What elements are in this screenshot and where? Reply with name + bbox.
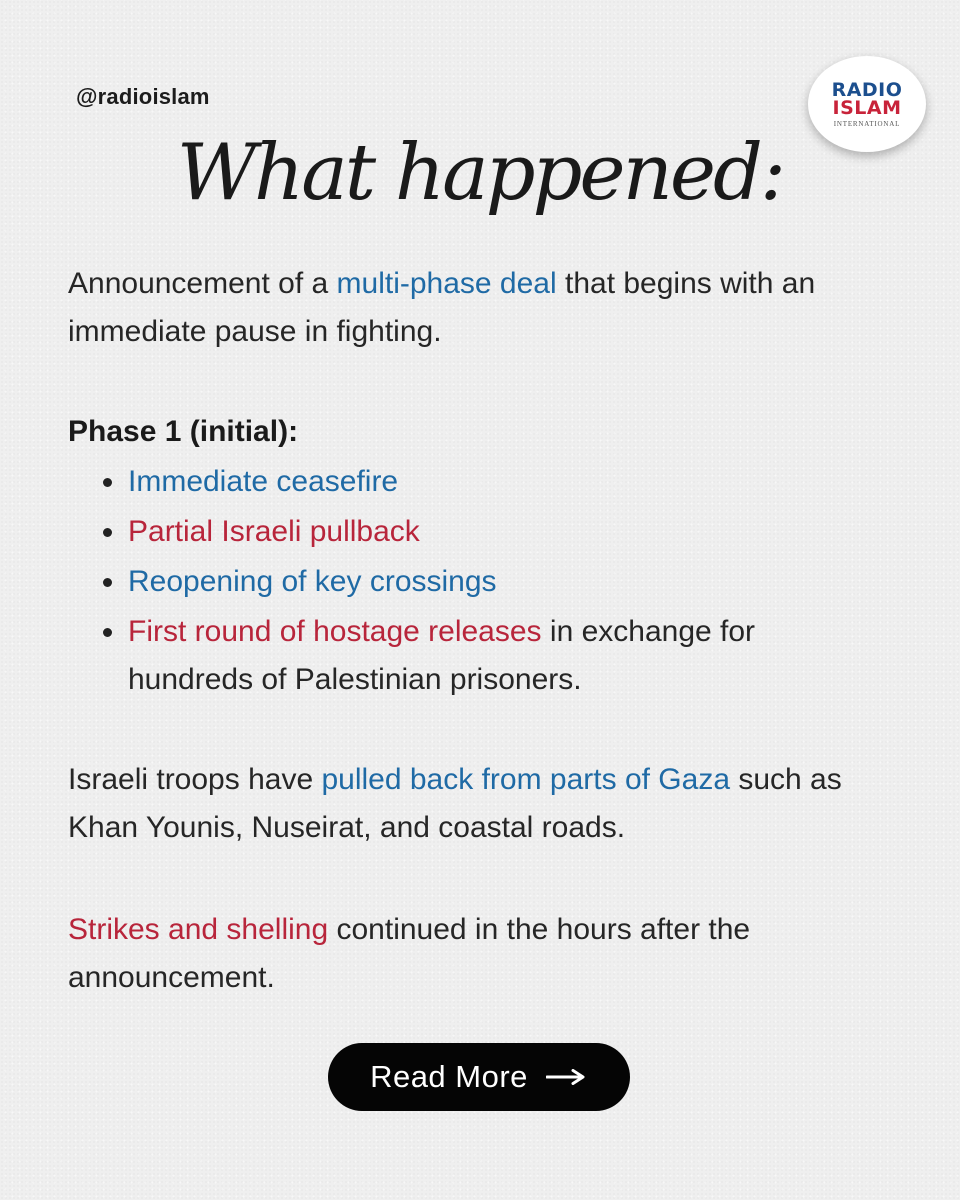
phase-item-highlight: Immediate ceasefire (128, 465, 399, 498)
phase-list-item (128, 608, 888, 704)
troops-paragraph (68, 756, 898, 852)
intro-text-before: Announcement of a (68, 267, 337, 300)
bullet-icon (103, 628, 112, 637)
intro-text-after: that begins with an immediate pause in fighting. (68, 267, 816, 348)
phase-list (128, 458, 888, 706)
intro-highlight: multi-phase deal (336, 267, 557, 300)
troops-text-before: Israeli troops have (68, 763, 322, 796)
phase-list-item (128, 558, 888, 606)
bullet-icon (103, 478, 112, 487)
page-title: What happened: (176, 128, 784, 218)
phase-item-highlight: Partial Israeli pullback (128, 515, 420, 548)
read-more-label: Read More (370, 1059, 528, 1094)
phase-item-rest: in exchange for hundreds of Palestinian prisoners. (128, 615, 756, 696)
logo-text-islam: ISLAM (832, 96, 902, 119)
account-handle: @radioislam (76, 84, 210, 109)
phase-item-highlight: First round of hostage releases (128, 615, 542, 648)
troops-highlight: pulled back from parts of Gaza (321, 763, 730, 796)
strikes-highlight: Strikes and shelling (68, 913, 329, 946)
strikes-text-after: continued in the hours after the announcement. (68, 913, 751, 994)
phase-heading: Phase 1 (initial): (68, 415, 299, 448)
arrow-right-icon (546, 1069, 588, 1085)
bullet-icon (103, 528, 112, 537)
bullet-icon (103, 578, 112, 587)
phase-list-item (128, 508, 888, 556)
strikes-paragraph (68, 906, 898, 1002)
logo-text-radio: RADIO (831, 78, 903, 101)
phase-list-item (128, 458, 888, 506)
logo-text-international: INTERNATIONAL (833, 119, 901, 128)
troops-text-after: such as Khan Younis, Nuseirat, and coastal roads. (68, 763, 842, 844)
phase-item-highlight: Reopening of key crossings (128, 565, 497, 598)
intro-paragraph (68, 260, 898, 356)
read-more-button[interactable] (328, 1043, 630, 1111)
